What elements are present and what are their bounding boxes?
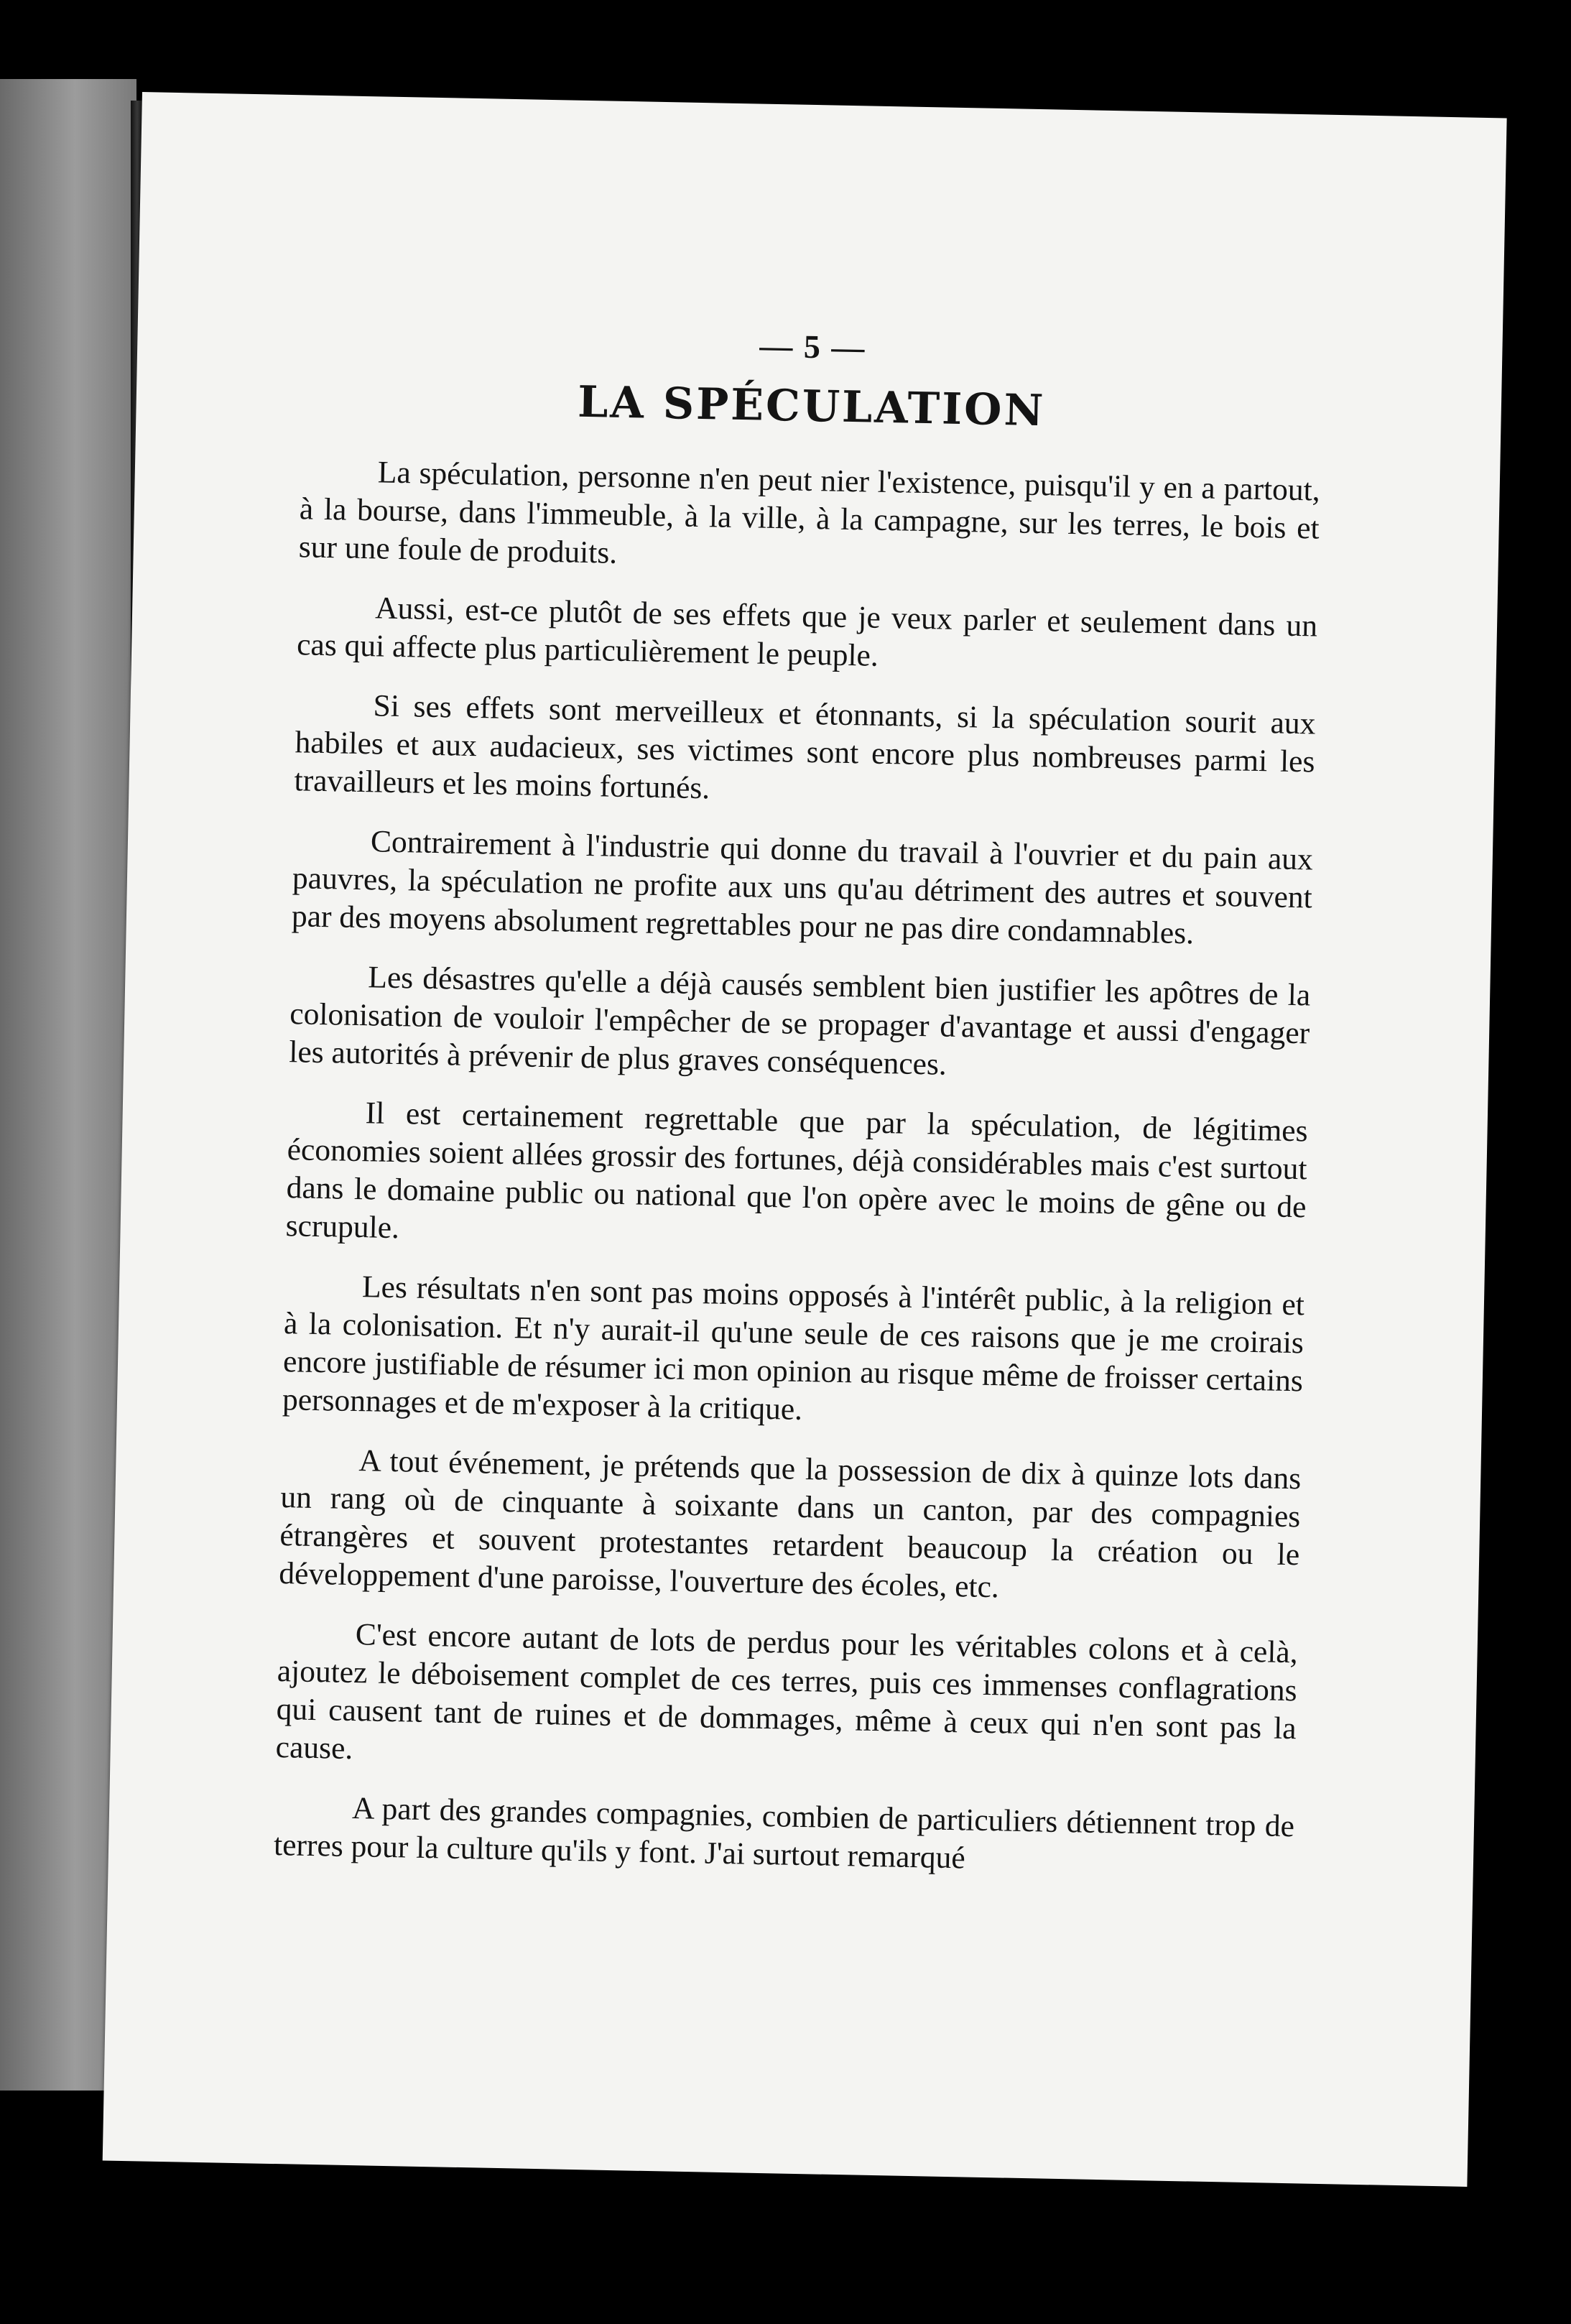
- paragraph: Contrairement à l'industrie qui donne du travail à l'ouvrier et du pain aux pauvres, la spéculation ne profite aux uns qu'au détriment des autres et souvent par des moyens absolument regrettables pour ne pas dire condamnables.: [291, 824, 1314, 951]
- paragraph: Il est certainement regrettable que par la spéculation, de légitimes économies soient allées grossir des fortunes, déjà considérables mais c'est surtout dans le domaine public ou national que l'on opère avec le moins de gêne ou de scrupule.: [285, 1096, 1308, 1246]
- paragraph: Si ses effets sont merveilleux et étonnants, si la spéculation sourit aux habiles et aux audacieux, ses victimes sont encore plus nombreuses parmi les travailleurs et les moins fortunés.: [294, 688, 1316, 806]
- page-number: — 5 —: [759, 327, 866, 366]
- page-sheet: [103, 92, 1507, 2187]
- paragraph: A tout événement, je prétends que la possession de dix à quinze lots dans un rang où de cinquante à soixante dans un canton, par des compagnies étrangères et souvent protestantes retardent beaucoup la création ou le développement d'une paroisse, l'ouverture des écoles, etc.: [278, 1443, 1302, 1605]
- paragraph: A part des grandes compagnies, combien de particuliers détiennent trop de terres pour la culture qu'ils y font. J'ai surtout remarqué: [273, 1791, 1295, 1876]
- paragraph: Aussi, est-ce plutôt de ses effets que je veux parler et seulement dans un cas qui affecte plus particulièrement le peuple.: [296, 591, 1318, 673]
- paragraph: C'est encore autant de lots de perdus pour les véritables colons et à celà, ajoutez le déboisement complet de ces terres, puis ces immenses conflagrations qui causent tant de ruines et de dommages, même à ceux qui n'en sont pas la cause.: [275, 1617, 1299, 1767]
- paragraph: Les désastres qu'elle a déjà causés semblent bien justifier les apôtres de la colonisation de vouloir l'empêcher de se propager d'avantage et aussi d'engager les autorités à prévenir de plus graves conséquences.: [288, 960, 1311, 1082]
- page-content: [273, 318, 1323, 1905]
- page-title: LA SPÉCULATION: [577, 376, 1046, 437]
- paragraph: Les résultats n'en sont pas moins opposés à l'intérêt public, à la religion et à la colonisation. Et n'y aurait-il qu'une seule de ces raisons que je me croirais encore justifiable de résumer ici mon opinion au risque même de froisser certains personnages et de m'exposer à la critique.: [282, 1269, 1305, 1427]
- paragraph: La spéculation, personne n'en peut nier l'existence, puisqu'il y en a partout, à la bourse, dans l'immeuble, à la ville, à la campagne, sur les terres, le bois et sur une foule de produits.: [298, 455, 1321, 570]
